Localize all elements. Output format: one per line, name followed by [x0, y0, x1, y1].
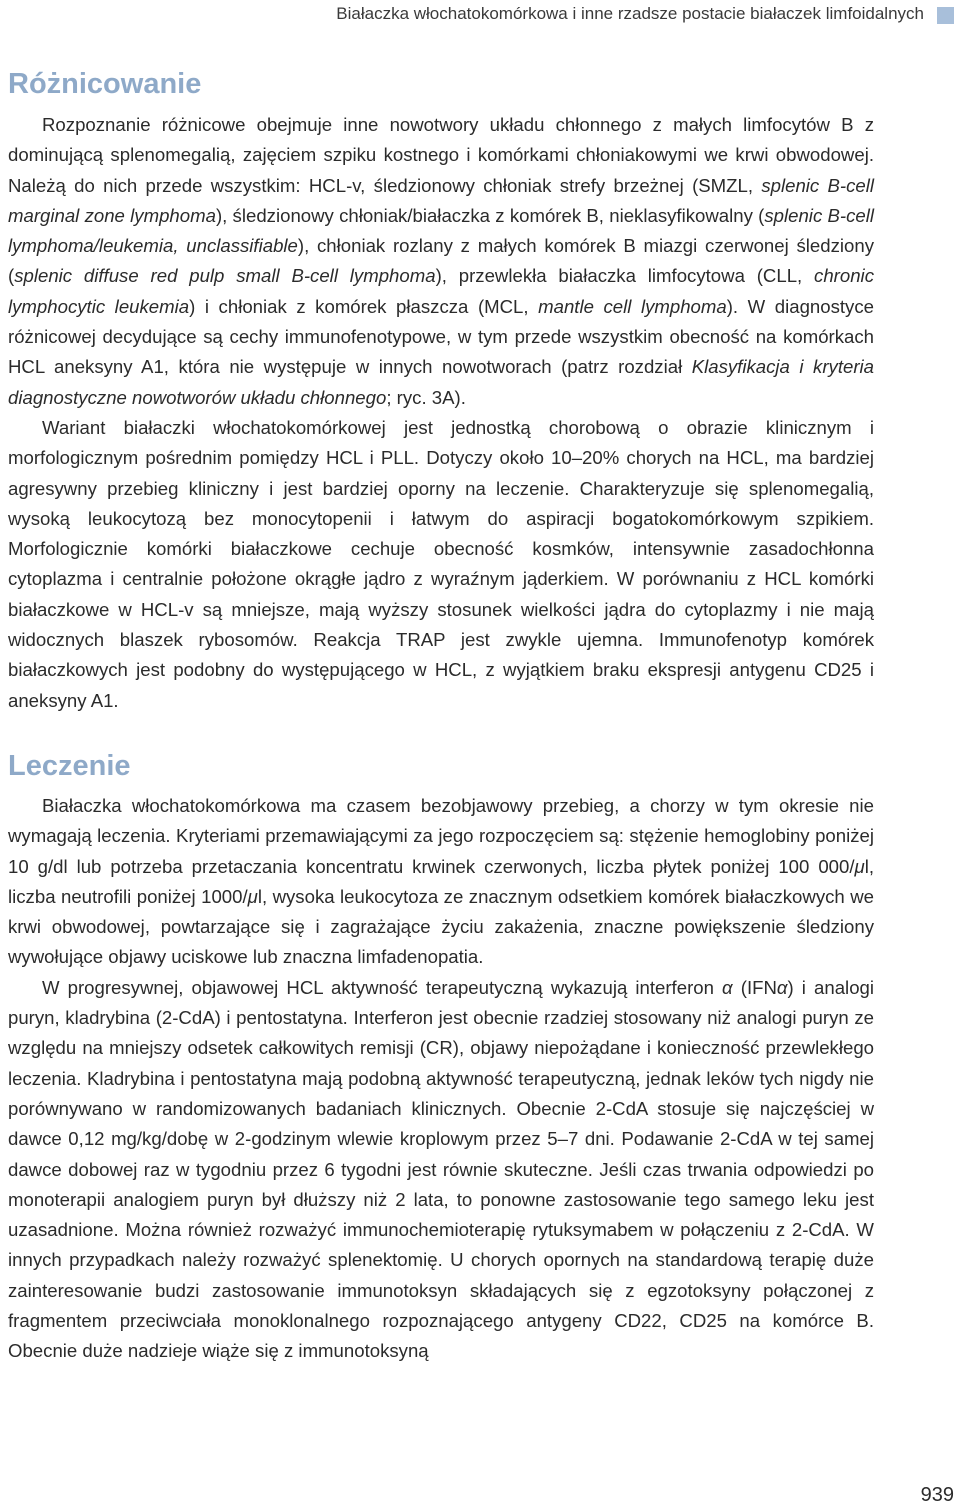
italic-term: α — [776, 976, 788, 998]
text-run: Wariant białaczki włochatokomórkowej jest jednostką chorobową o obrazie klinicznym i morfologicznym pośrednim pomiędzy HCL i PLL. Dotyczy około 10–20% chorych na HCL, ma bardziej agresywny przebieg kliniczny i jest bardziej oporny na leczenie. Charakteryzuje się splenomegalią, wysoką leukocytozą bez monocytopenii i łatwym do aspiracji bogatokomórkowym szpikiem. Morfologicznie komórki białaczkowe cechuje obecność kosmków, intensywnie zasadochłonna cytoplazma i centralnie położone okrągłe jądro z wyraźnym jąderkiem. W porównaniu z HCL komórki białaczkowe w HCL-v są mniejsze, mają wyższy stosunek wielkości jądra do cytoplazmy i nie mają widocznych blaszek rybosomów. Reakcja TRAP jest zwykle ujemna. Immunofenotyp komórek białaczkowych jest podobny do występującego w HCL, z wyjątkiem braku ekspresji antygenu CD25 i aneksyny A1. — [8, 416, 874, 711]
text-run: ) i chłoniak z komórek płaszcza (MCL, — [189, 295, 539, 317]
text-run: Rozpoznanie różnicowe obejmuje inne nowotwory układu chłonnego z małych limfocytów B z dominującą splenomegalią, zajęciem szpiku kostnego i komórkami chłoniakowymi we krwi obwodowej. Należą do nich przede wszystkim: HCL-v, śledzionowy chłoniak strefy brzeżnej (SMZL, — [8, 114, 874, 196]
text-run: ; ryc. 3A). — [386, 386, 466, 408]
paragraph — [8, 413, 874, 716]
section-roznicowanie — [8, 64, 874, 716]
text-run: (IFN — [732, 976, 777, 998]
text-run: l, wysoka leukocytoza ze znacznym odsetkiem komórek białaczkowych we krwi obwodowej, powtarzające się i zagrażające życiu zakażenia, znaczne powiększenie śledziony wywołujące objawy uciskowe lub znaczna limfadenopatia. — [8, 885, 874, 968]
text-run: ). W diagnostyce różnicowej decydujące są cechy immunofenotypowe, w tym przede wszystkim obecność na komórkach HCL aneksyny A1, która nie występuje w innych nowotworach (patrz rozdział — [8, 295, 874, 378]
running-header: Białaczka włochatokomórkowa i inne rzadsze postacie białaczek limfoidalnych — [336, 4, 924, 23]
text-run: l, liczba neutrofili poniżej 1000/ — [8, 855, 874, 907]
page-number: 939 — [920, 1484, 954, 1506]
italic-term: splenic B-cell lymphoma/leukemia, unclassifiable — [8, 204, 874, 257]
italic-term: μ — [247, 885, 258, 907]
section-heading: Różnicowanie — [8, 68, 202, 100]
text-run: ), śledzionowy chłoniak/białaczka z komórek B, nieklasyfikowalny ( — [215, 204, 765, 226]
italic-term: μ — [854, 855, 865, 877]
italic-term: chronic lymphocytic leukemia — [8, 265, 874, 317]
italic-term: mantle cell lymphoma — [538, 295, 727, 317]
text-run: ), chłoniak rozlany z małych komórek B miazgi czerwonej śledziony ( — [8, 235, 874, 287]
paragraph — [8, 110, 874, 413]
text-run: W progresywnej, objawowej HCL aktywność terapeutyczną wykazują interferon — [42, 976, 723, 998]
italic-term: splenic B-cell marginal zone lymphoma — [8, 174, 874, 226]
paragraph — [8, 973, 874, 1367]
italic-term: Klasyfikacja i kryteria diagnostyczne nowotworów układu chłonnego — [8, 356, 874, 408]
italic-term: splenic diffuse red pulp small B-cell lymphoma — [14, 265, 436, 287]
header-square-marker — [937, 7, 954, 24]
text-run: Białaczka włochatokomórkowa ma czasem bezobjawowy przebieg, a chorzy w tym okresie nie wymagają leczenia. Kryteriami przemawiającymi za jego rozpoczęciem są: stężenie hemoglobiny poniżej 10 g/dl lub potrzeba przetaczania koncentratu krwinek czerwonych, liczba płytek poniżej 100 000/ — [8, 794, 874, 877]
text-run: ) i analogi puryn, kladrybina (2-CdA) i pentostatyna. Interferon jest obecnie rzadziej stosowany niż analogi puryn ze względu na mniejszy odsetek całkowitych remisji (CR), objawy niepożądane i konieczność przewlekłego leczenia. Kladrybina i pentostatyna mają podobną aktywność terapeutyczną, jednak leków tych nigdy nie porównywano w randomizowanych badaniach klinicznych. Obecnie 2-CdA stosuje się najczęściej w dawce 0,12 mg/kg/dobę w 2-godzinym wlewie kroplowym przez 5–7 dni. Podawanie 2-CdA w tej samej dawce dobowej raz w tygodniu przez 6 tygodni jest równie skuteczne. Jeśli czas trwania odpowiedzi po monoterapii analogiem puryn był dłuższy niż 2 lata, to ponowne zastosowanie tego samego leku jest uzasadnione. Można również rozważyć immunochemioterapię rytuksymabem w połączeniu z 2-CdA. W innych przypadkach należy rozważyć splenektomię. U chorych opornych na standardową terapię duże zainteresowanie budzi zastosowanie immunotoksyn składających się z egzotoksyny połączonej z fragmentem przeciwciała monoklonalnego rozpoznającego antygeny CD22, CD25 na komórce B. Obecnie duże nadzieje wiąże się z immunotoksyną — [8, 976, 875, 1362]
section-leczenie — [8, 746, 874, 1367]
section-heading: Leczenie — [8, 749, 131, 782]
italic-term: α — [722, 976, 733, 998]
page-content — [8, 64, 874, 1367]
paragraph — [8, 791, 874, 973]
text-run: ), przewlekła białaczka limfocytowa (CLL, — [435, 265, 815, 287]
